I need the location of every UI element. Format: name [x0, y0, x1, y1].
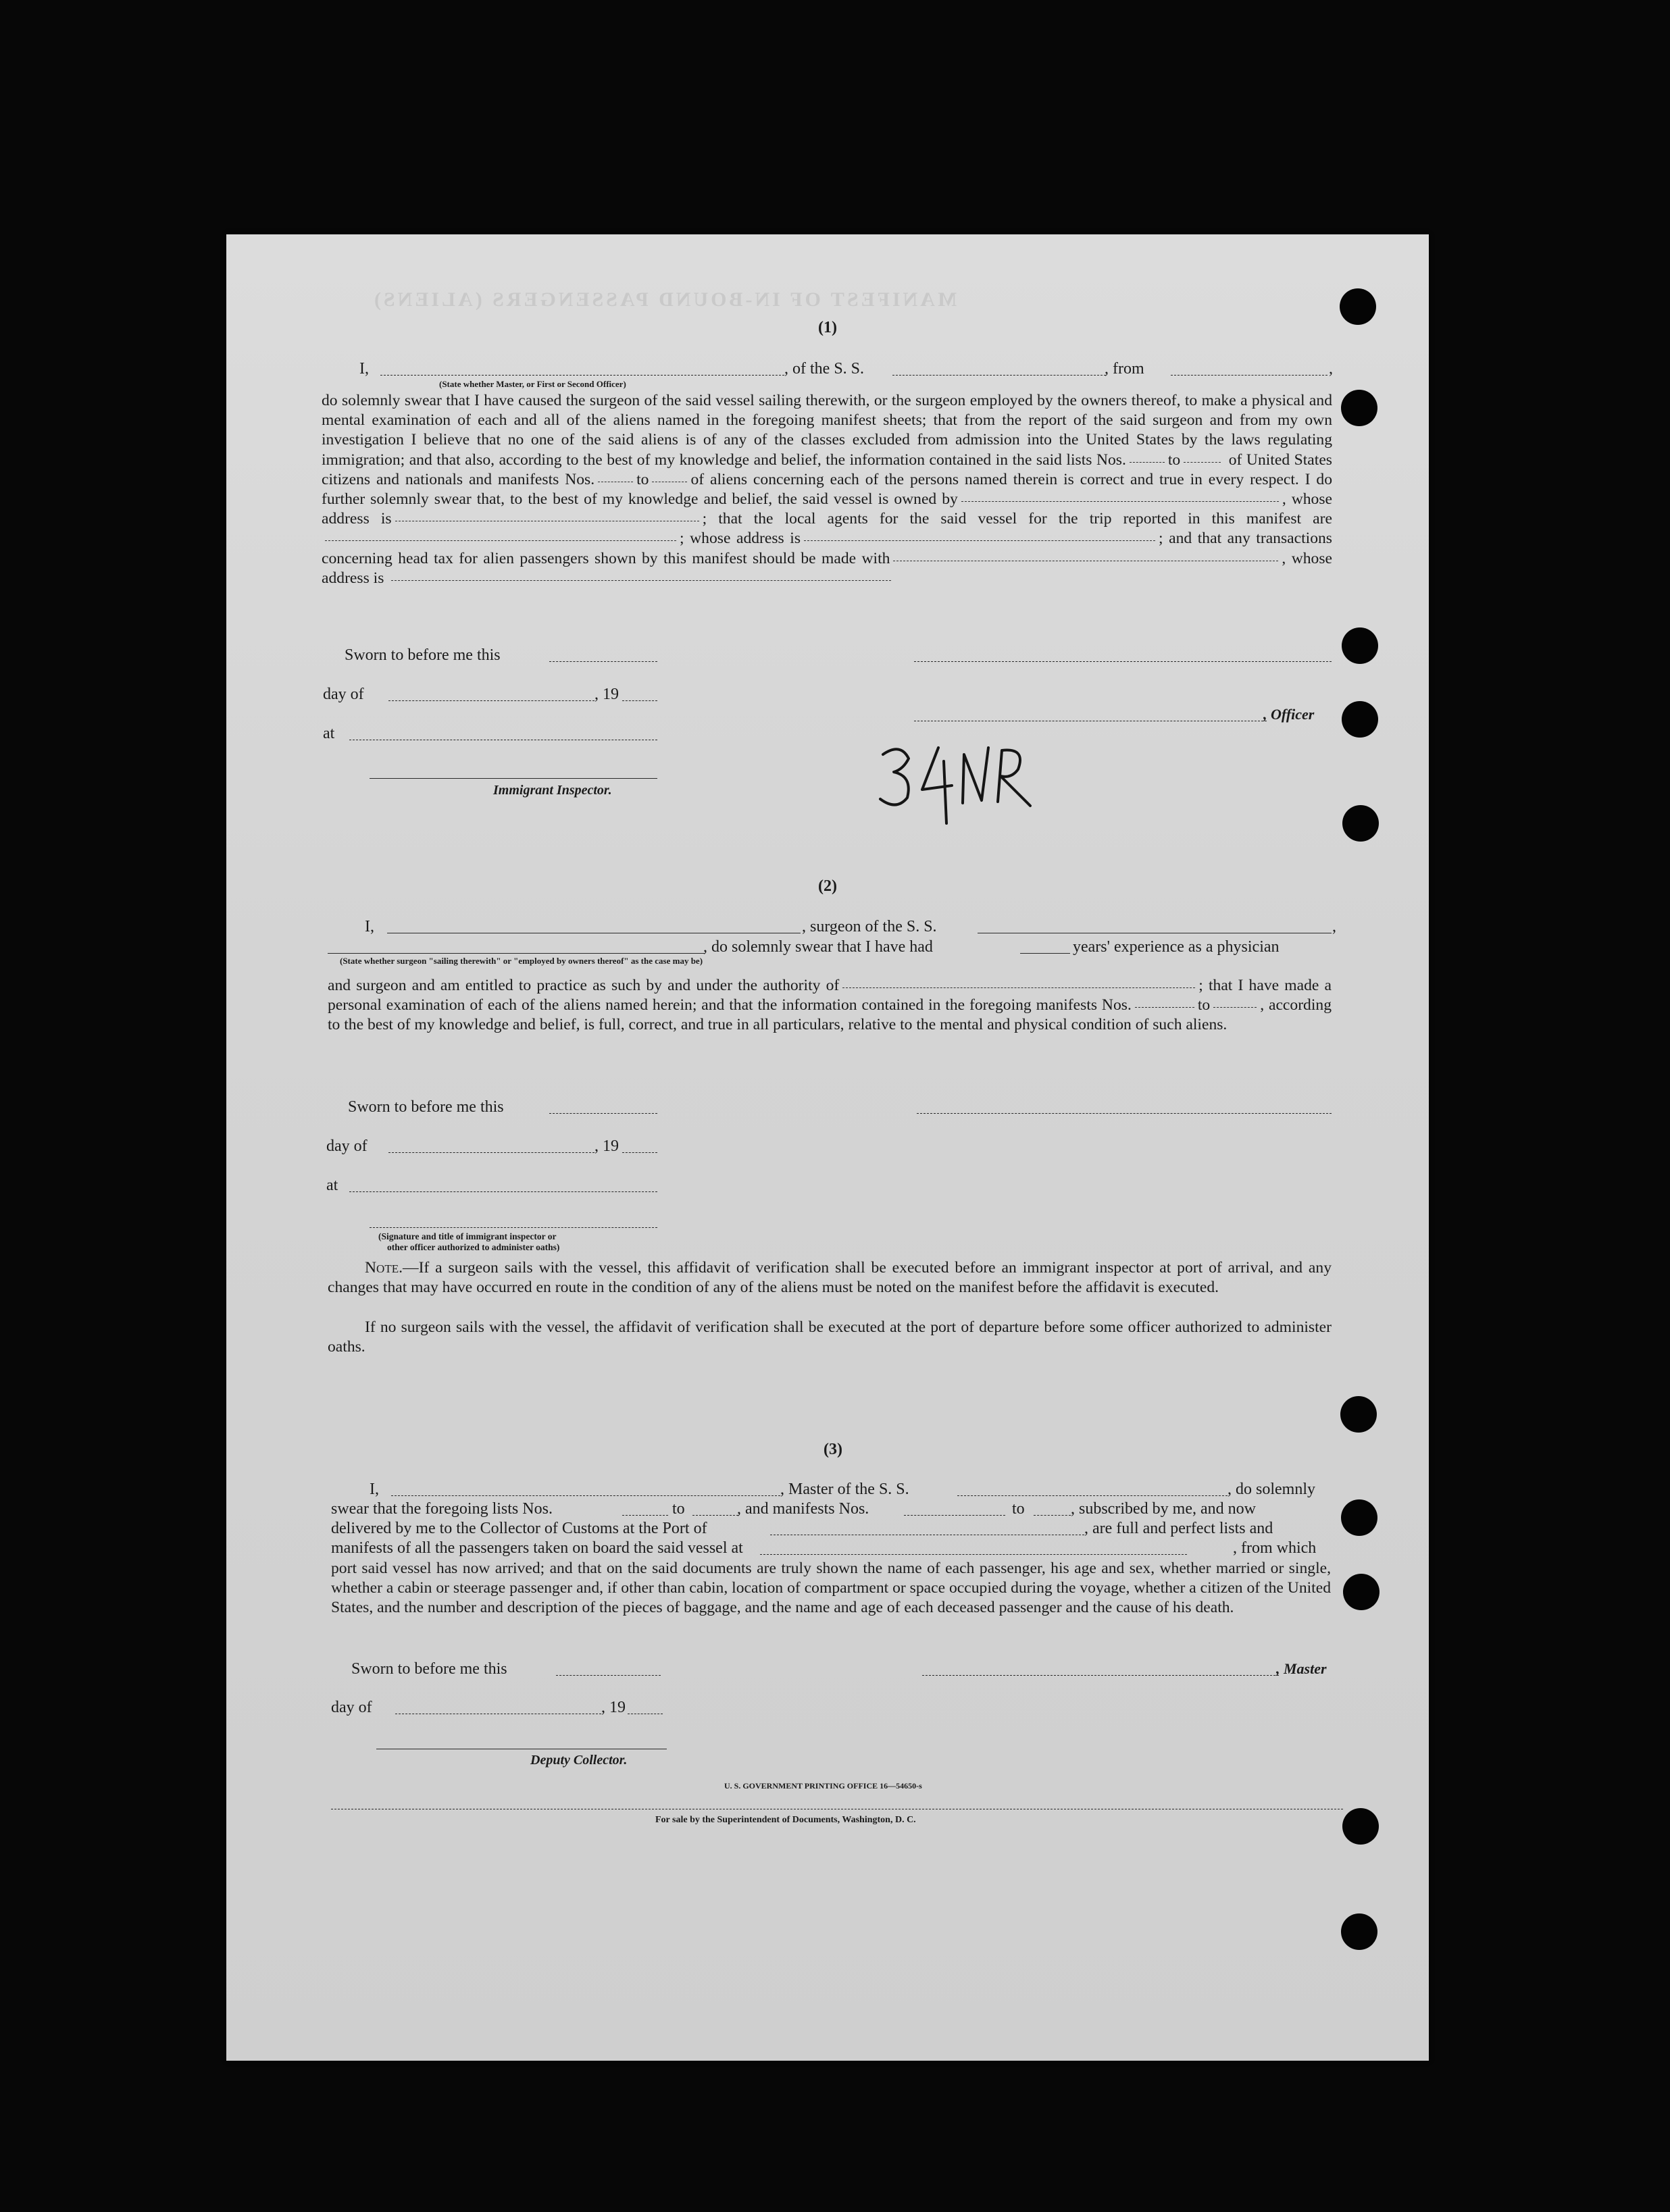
s2-surgeon-label: , surgeon of the S. S. — [802, 918, 937, 935]
s2-sworn-line — [549, 1113, 657, 1114]
binder-hole — [1341, 1913, 1377, 1950]
s1-oath-paragraph: do solemnly swear that I have caused the surgeon of the said vessel sailing therewith, or the surgeon employed by the owners thereof, to make a physical and mental examination of each and all of the aliens named in the foregoing manifest sheets; that from the report of the said surgeon and from my own investigation I believe that no one of the said aliens is of any of the classes excluded from admission into the United States by the laws regulating immigration; and that also, according to the best of my knowledge and belief, the information contained in the said lists Nos. to of United States citizens and nationals and manifests Nos. to of aliens concerning each of the persons named therein is correct and true in every respect. I do further solemnly swear that, to the best of my knowledge and belief, the said vessel is owned by , whose address is ; that the local agents for the said vessel for the trip reported in this manifest are; whose address is ; and that any transactions concerning head tax for alien passengers shown by this manifest should be made with , whose address is — [322, 392, 1332, 587]
note-label: Note. — [365, 1259, 403, 1277]
s3-i: I, — [370, 1481, 379, 1498]
s3-full-label: , are full and perfect lists and — [1084, 1520, 1273, 1537]
s1-signature-line — [914, 661, 1332, 662]
s3-solemnly: , do solemnly — [1228, 1481, 1315, 1498]
s2-years-label: years' experience as a physician — [1073, 938, 1280, 956]
binder-hole — [1341, 1499, 1377, 1536]
s2-note-paragraph: Note.—If a surgeon sails with the vessel, this affidavit of verification shall be executed before an immigrant inspector at port of arrival, and any changes that may have occurred en route in the condition of any of the aliens must be noted on the manifest before the affidavit is executed. — [328, 1259, 1332, 1297]
binder-hole — [1340, 1396, 1377, 1433]
s3-lists-to-line — [692, 1515, 738, 1516]
s2-at-line — [349, 1191, 657, 1192]
s3-master-sign-line — [922, 1675, 1279, 1676]
s2-sig-caption-2: other officer authorized to administer oaths) — [387, 1242, 560, 1252]
s1-year-line — [622, 700, 657, 701]
s2-swear-label: , do solemnly swear that I have had — [703, 938, 933, 956]
s2-year-line — [622, 1152, 657, 1153]
s2-sworn-label: Sworn to before me this — [348, 1098, 504, 1116]
binder-hole — [1342, 1808, 1379, 1845]
s2-signature-title-line — [370, 1227, 657, 1228]
s3-name-line — [391, 1495, 780, 1496]
s1-officer-label: , Officer — [1263, 706, 1315, 723]
s2-i: I, — [365, 918, 374, 935]
s1-dayof-label: day of — [323, 686, 364, 703]
s3-19: , 19 — [601, 1699, 626, 1716]
s1-comma: , — [1329, 360, 1333, 378]
s2-surgeon-caption: (State whether surgeon "sailing therewith" or "employed by owners thereof" as the case may be) — [340, 956, 703, 966]
s3-subscribed-label: , subscribed by me, and now — [1071, 1500, 1256, 1518]
s2-oath-paragraph: and surgeon and am entitled to practice as such by and under the authority of ; that I have made a personal examination of each of the aliens named herein; and that the information contained in the foregoing manifests Nos. to , according to the best of my knowledge and belief, is full, correct, and true in all particulars, relative to the mental and physical condition of such aliens. — [328, 977, 1332, 1034]
s3-taken-at-line — [760, 1554, 1187, 1555]
s1-sworn-label: Sworn to before me this — [345, 646, 501, 664]
s1-inspector-label: Immigrant Inspector. — [493, 783, 612, 798]
s1-sworn-line — [549, 661, 657, 662]
s2-at-label: at — [326, 1177, 338, 1194]
s2-19: , 19 — [594, 1137, 619, 1155]
s1-of-ss: , of the S. S. — [784, 360, 865, 378]
s1-vessel-line — [892, 375, 1106, 376]
s3-manifests-at-label: manifests of all the passengers taken on board the said vessel at — [331, 1539, 743, 1557]
s3-to-2: to — [1012, 1500, 1025, 1518]
s3-to-1: to — [672, 1500, 685, 1518]
s3-delivered-label: delivered by me to the Collector of Customs at the Port of — [331, 1520, 707, 1537]
s3-dayof-label: day of — [331, 1699, 372, 1716]
s2-note-paragraph-2: If no surgeon sails with the vessel, the affidavit of verification shall be executed at the port of departure before some officer authorized to administer oaths. — [328, 1318, 1332, 1356]
s2-dayof-label: day of — [326, 1137, 368, 1155]
section-1-number: (1) — [818, 319, 837, 336]
s1-from-line — [1171, 375, 1327, 376]
s2-signature-line — [917, 1113, 1332, 1114]
s1-name-line — [380, 375, 784, 376]
s1-19: , 19 — [594, 686, 619, 703]
s2-sig-caption-1: (Signature and title of immigrant inspector or — [378, 1231, 557, 1241]
s3-swear-label: swear that the foregoing lists Nos. — [331, 1500, 553, 1518]
s1-at-label: at — [323, 725, 335, 742]
s3-sworn-line — [556, 1675, 661, 1676]
s1-officer-caption: (State whether Master, or First or Second Officer) — [439, 379, 626, 389]
s1-inspector-line — [370, 778, 657, 779]
s2-status-line — [328, 953, 705, 954]
s3-from-which: , from which — [1233, 1539, 1317, 1557]
binder-hole — [1342, 701, 1378, 738]
sale-notice: For sale by the Superintendent of Documents, Washington, D. C. — [655, 1815, 916, 1825]
binder-hole — [1342, 627, 1378, 664]
s3-lists-from-line — [622, 1515, 668, 1516]
s2-years-line — [1020, 953, 1070, 954]
s3-manifests-from-line — [904, 1515, 1005, 1516]
manifest-back-page — [226, 234, 1429, 2061]
s3-master-label: , Master of the S. S. — [780, 1481, 909, 1498]
s3-manifests-to-line — [1034, 1515, 1071, 1516]
bleed-through-header: MANIFEST OF IN-BOUND PASSENGERS (ALIENS) — [372, 288, 957, 311]
section-2-number: (2) — [818, 877, 837, 895]
s2-dayof-line — [388, 1152, 594, 1153]
s1-i: I, — [359, 360, 369, 378]
handwritten-notation — [874, 727, 1049, 835]
s3-manifests-label: , and manifests Nos. — [737, 1500, 869, 1518]
section-3-number: (3) — [824, 1441, 842, 1458]
binder-hole — [1341, 390, 1377, 426]
s3-deputy-label: Deputy Collector. — [530, 1753, 628, 1768]
s3-master-label-sign: , Master — [1276, 1660, 1327, 1677]
s2-comma: , — [1332, 918, 1336, 935]
binder-hole — [1342, 805, 1379, 842]
s1-dayof-line — [388, 700, 594, 701]
binder-hole — [1343, 1574, 1380, 1610]
s3-sworn-label: Sworn to before me this — [351, 1660, 507, 1678]
s3-oath-paragraph: port said vessel has now arrived; and that on the said documents are truly shown the name of each passenger, his age and sex, whether married or single, whether a cabin or steerage passenger and, if other than cabin, location of compartment or space occupied during the voyage, whether a citizen of the United States, and the number and description of the pieces of baggage, and the name and age of each deceased passenger and the cause of his death. — [331, 1560, 1331, 1617]
s1-from: , from — [1105, 360, 1144, 378]
binder-hole — [1340, 288, 1376, 325]
gpo-imprint: U. S. GOVERNMENT PRINTING OFFICE 16—54650-s — [724, 1781, 922, 1791]
s3-vessel-line — [957, 1495, 1228, 1496]
